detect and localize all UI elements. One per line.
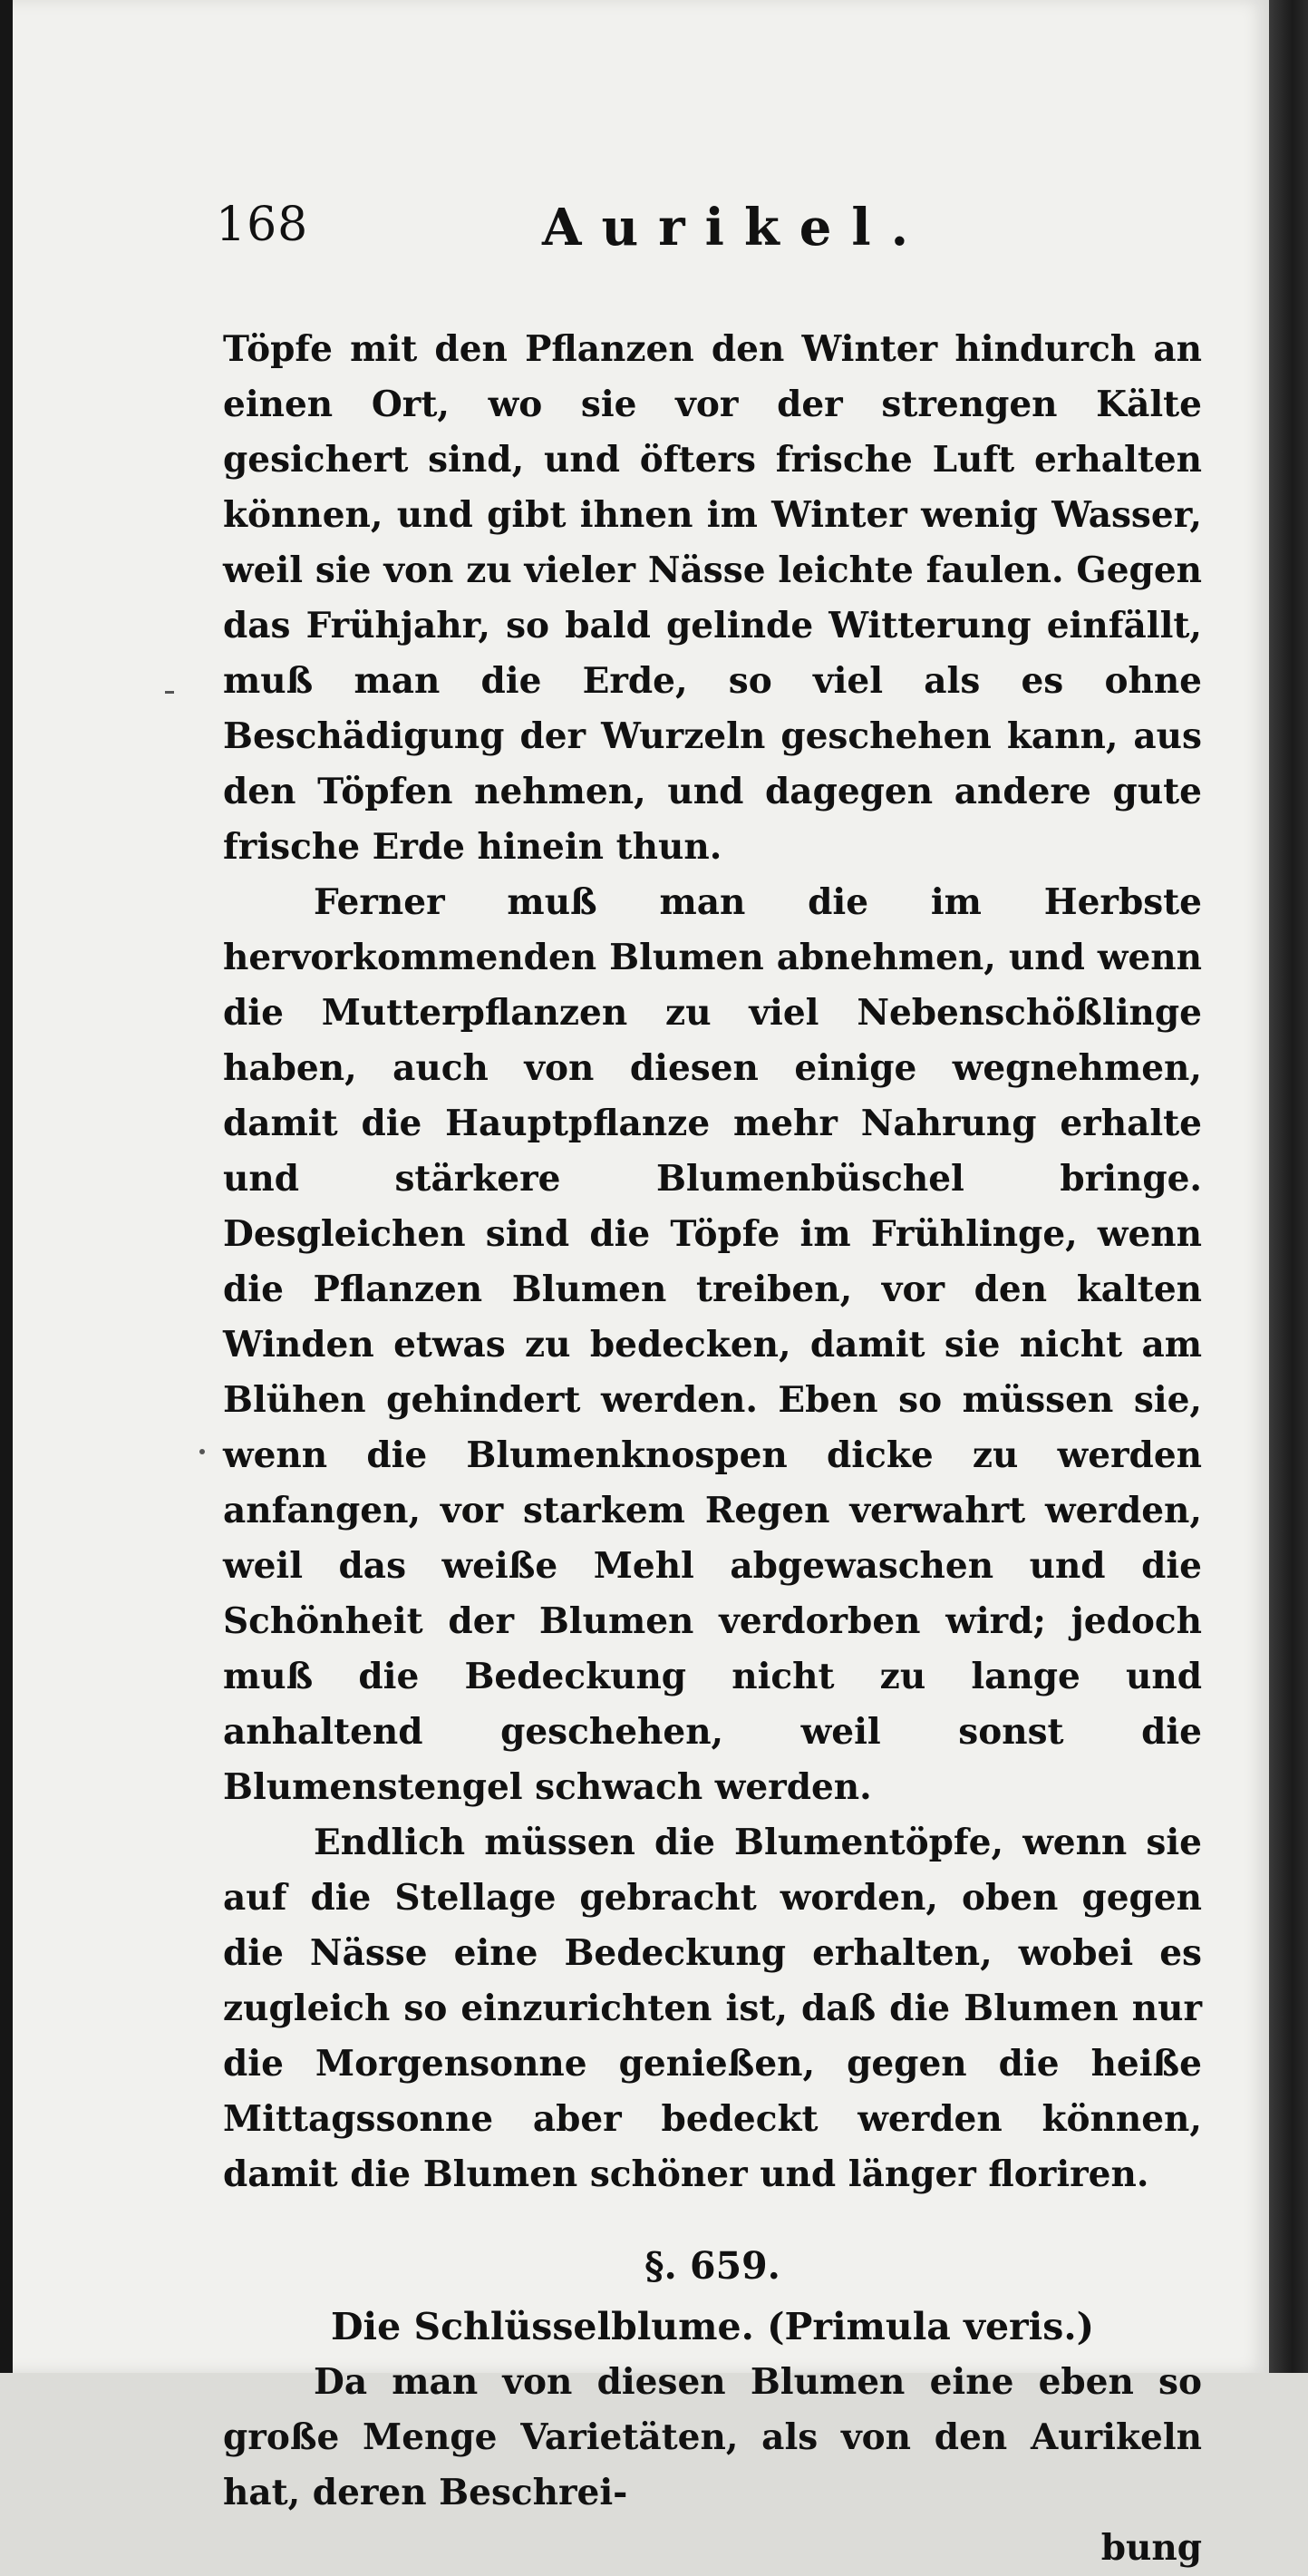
catchword: bung	[1100, 2527, 1202, 2569]
margin-mark	[165, 691, 174, 694]
section-title: Die Schlüsselblume. (Primula veris.)	[330, 2305, 1094, 2348]
section-number: §. 659.	[644, 2244, 780, 2288]
page-header	[216, 198, 1208, 279]
page-body	[223, 322, 1202, 2576]
section-paragraph: Da man von diesen Blumen eine eben so große Menge Varietäten, als von den Aurikeln hat, deren Beschrei-	[223, 2361, 1202, 2513]
scan-left-edge	[0, 0, 13, 2373]
scan-right-edge	[1269, 0, 1308, 2373]
page-number: 168	[216, 198, 309, 252]
paragraph-1: Töpfe mit den Pflanzen den Winter hindurch an einen Ort, wo sie vor der strengen Kälte gesichert sind, und öfters frische Luft erhalten können, und gibt ihnen im Winter wenig Wasser, weil sie von zu vieler Nässe leichte faulen. Gegen das Frühjahr, so bald gelinde Witterung einfällt, muß man die Erde, so viel als es ohne Beschädigung der Wurzeln geschehen kann, aus den Töpfen nehmen, und dagegen andere gute frische Erde hinein thun.	[223, 328, 1202, 868]
margin-dot	[199, 1449, 205, 1454]
paragraph-3: Endlich müssen die Blumentöpfe, wenn sie auf die Stellage gebracht worden, oben gegen die Nässe eine Bedeckung erhalten, wobei es zugleich so einzurichten ist, daß die Blumen nur die Morgensonne genießen, gegen die heiße Mittagssonne aber bedeckt werden können, damit die Blumen schöner und länger floriren.	[223, 1822, 1202, 2195]
paragraph-2: Ferner muß man die im Herbste hervorkommenden Blumen abnehmen, und wenn die Mutterpflanzen zu viel Nebenschößlinge haben, auch von diesen einige wegnehmen, damit die Hauptpflanze mehr Nahrung erhalte und stärkere Blumenbüschel bringe. Desgleichen sind die Töpfe im Frühlinge, wenn die Pflanzen Blumen treiben, vor den kalten Winden etwas zu bedecken, damit sie nicht am Blühen gehindert werden. Eben so müssen sie, wenn die Blumenknospen dicke zu werden anfangen, vor starkem Regen verwahrt werden, weil das weiße Mehl abgewaschen und die Schönheit der Blumen verdorben wird; jedoch muß die Bedeckung nicht zu lange und anhaltend geschehen, weil sonst die Blumenstengel schwach werden.	[223, 881, 1202, 1808]
running-title: Aurikel.	[542, 198, 929, 258]
